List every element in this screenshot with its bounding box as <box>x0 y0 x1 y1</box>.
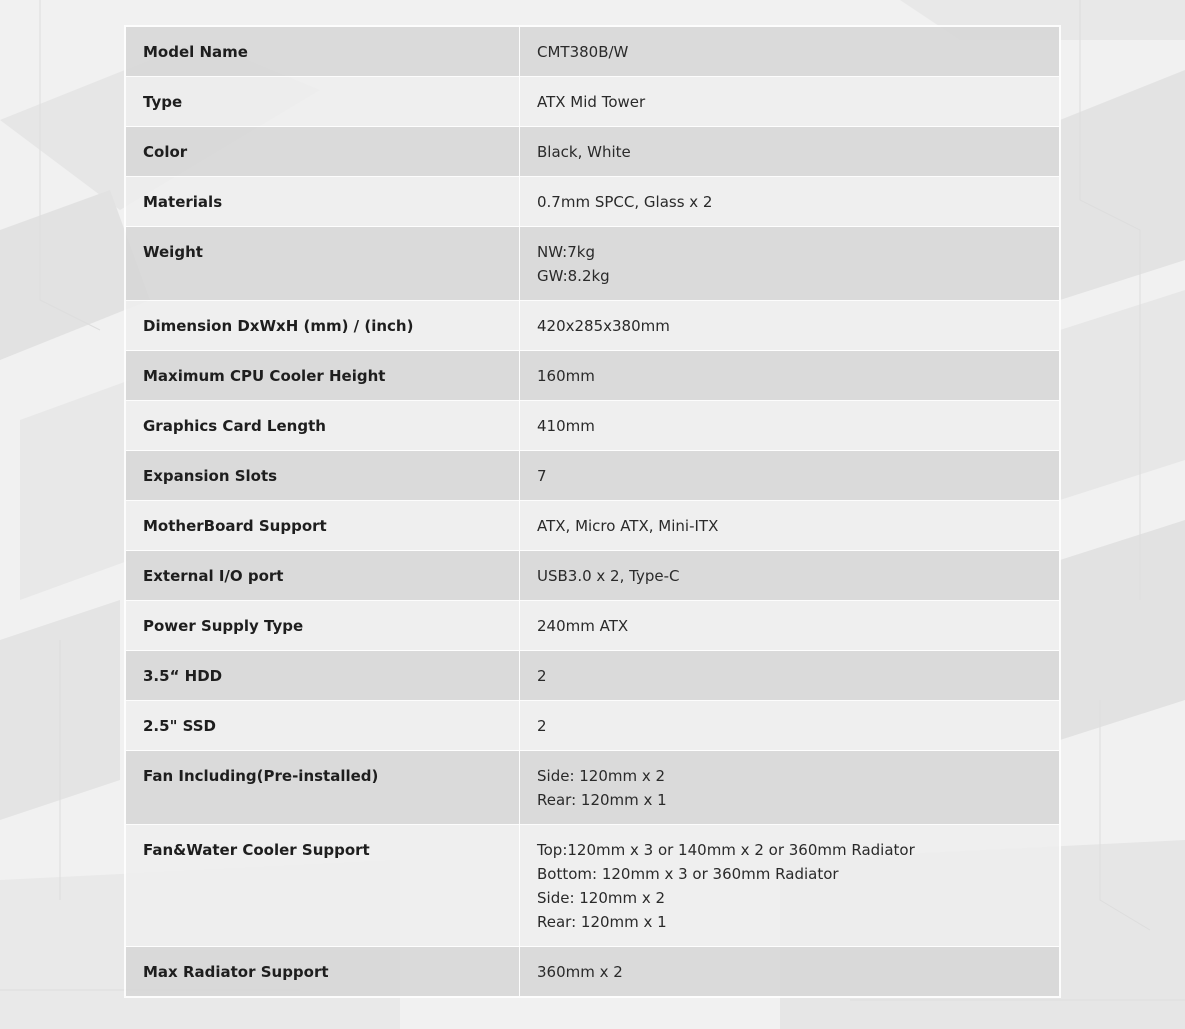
spec-label: MotherBoard Support <box>126 501 520 551</box>
spec-value-line: Side: 120mm x 2 <box>537 889 666 907</box>
table-row <box>126 947 1059 997</box>
spec-label: Power Supply Type <box>126 601 520 651</box>
spec-label: 2.5" SSD <box>126 701 520 751</box>
spec-value <box>520 177 1060 227</box>
spec-label: Type <box>126 77 520 127</box>
spec-value <box>520 825 1060 947</box>
spec-label: Model Name <box>126 27 520 77</box>
spec-label: Fan&Water Cooler Support <box>126 825 520 947</box>
table-row <box>126 701 1059 751</box>
table-row <box>126 301 1059 351</box>
table-row <box>126 227 1059 301</box>
table-row <box>126 451 1059 501</box>
spec-value <box>520 77 1060 127</box>
spec-label: Expansion Slots <box>126 451 520 501</box>
spec-value-line: NW:7kg <box>537 243 595 261</box>
spec-label: Fan Including(Pre-installed) <box>126 751 520 825</box>
table-row <box>126 351 1059 401</box>
spec-value-line: Rear: 120mm x 1 <box>537 913 667 931</box>
spec-value-line: Side: 120mm x 2 <box>537 767 666 785</box>
spec-label: Materials <box>126 177 520 227</box>
spec-value-line: USB3.0 x 2, Type-C <box>537 567 680 585</box>
spec-value <box>520 501 1060 551</box>
spec-value <box>520 351 1060 401</box>
table-row <box>126 127 1059 177</box>
table-row <box>126 551 1059 601</box>
table-row <box>126 751 1059 825</box>
spec-value <box>520 601 1060 651</box>
spec-value-line: 2 <box>537 667 547 685</box>
spec-value <box>520 551 1060 601</box>
table-row <box>126 77 1059 127</box>
spec-label: 3.5“ HDD <box>126 651 520 701</box>
table-row <box>126 601 1059 651</box>
spec-value-line: CMT380B/W <box>537 43 629 61</box>
spec-value-line: Rear: 120mm x 1 <box>537 791 667 809</box>
spec-value-line: Bottom: 120mm x 3 or 360mm Radiator <box>537 865 839 883</box>
spec-value <box>520 947 1060 997</box>
spec-label: Dimension DxWxH (mm) / (inch) <box>126 301 520 351</box>
specifications-table <box>126 27 1059 996</box>
spec-value <box>520 751 1060 825</box>
spec-value-line: 420x285x380mm <box>537 317 670 335</box>
spec-value <box>520 701 1060 751</box>
table-row <box>126 401 1059 451</box>
spec-value <box>520 127 1060 177</box>
spec-label: Maximum CPU Cooler Height <box>126 351 520 401</box>
spec-label: Weight <box>126 227 520 301</box>
table-row <box>126 651 1059 701</box>
spec-value-line: Top:120mm x 3 or 140mm x 2 or 360mm Radiator <box>537 841 915 859</box>
spec-label: Graphics Card Length <box>126 401 520 451</box>
spec-value <box>520 451 1060 501</box>
spec-value <box>520 651 1060 701</box>
spec-label: Max Radiator Support <box>126 947 520 997</box>
spec-value-line: 7 <box>537 467 547 485</box>
spec-value-line: 160mm <box>537 367 595 385</box>
spec-value <box>520 301 1060 351</box>
spec-value <box>520 401 1060 451</box>
spec-label: External I/O port <box>126 551 520 601</box>
spec-label: Color <box>126 127 520 177</box>
table-row <box>126 177 1059 227</box>
table-row <box>126 501 1059 551</box>
specifications-table-body <box>126 27 1059 996</box>
spec-value-line: 0.7mm SPCC, Glass x 2 <box>537 193 713 211</box>
spec-value <box>520 227 1060 301</box>
spec-value-line: 240mm ATX <box>537 617 629 635</box>
spec-value-line: 410mm <box>537 417 595 435</box>
table-row <box>126 27 1059 77</box>
table-row <box>126 825 1059 947</box>
spec-value-line: ATX Mid Tower <box>537 93 646 111</box>
spec-value-line: ATX, Micro ATX, Mini-ITX <box>537 517 719 535</box>
spec-value-line: 2 <box>537 717 547 735</box>
spec-value <box>520 27 1060 77</box>
spec-value-line: 360mm x 2 <box>537 963 623 981</box>
spec-value-line: GW:8.2kg <box>537 267 610 285</box>
spec-value-line: Black, White <box>537 143 631 161</box>
